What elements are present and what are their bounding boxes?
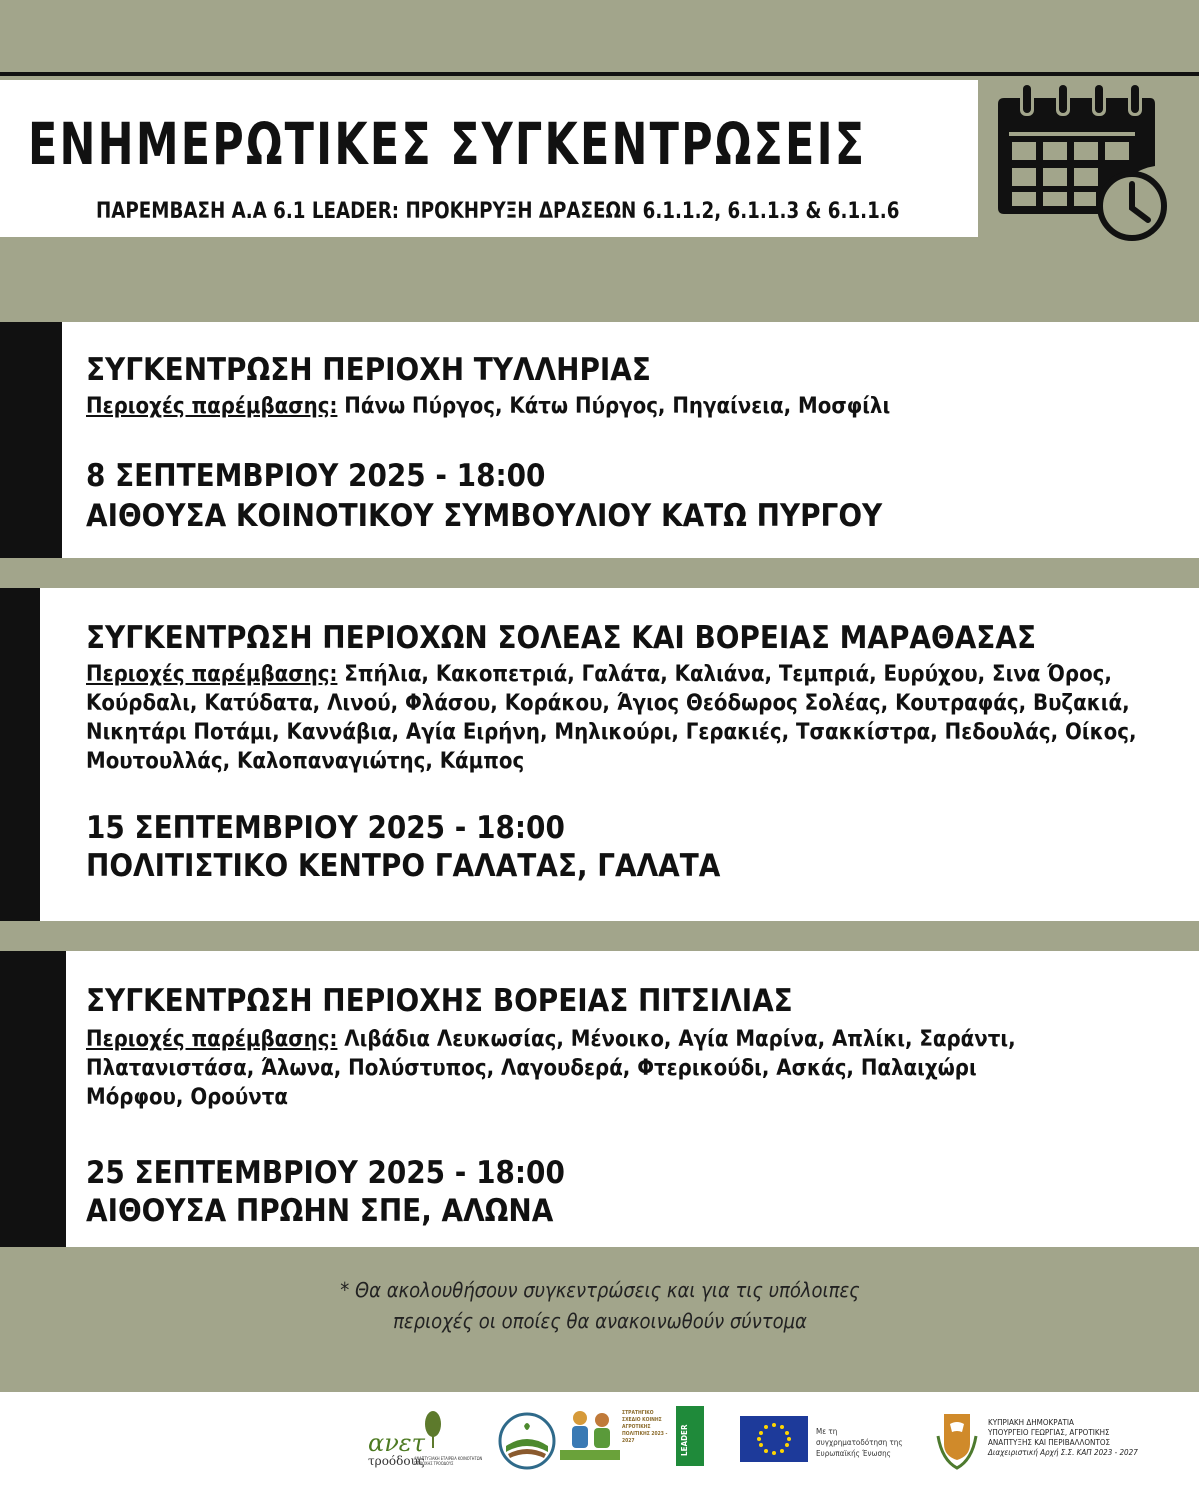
anet-name: ανετ — [368, 1429, 425, 1457]
eu-flag-icon — [740, 1416, 808, 1462]
section-bar — [0, 588, 40, 921]
footnote-line-1: * Θα ακολουθήσουν συγκεντρώσεις και για τις υπόλοιπες — [340, 1278, 860, 1302]
section-date: 15 ΣΕΠΤΕΜΒΡΙΟΥ 2025 - 18:00 — [86, 810, 565, 846]
calendar-clock-icon — [990, 74, 1165, 244]
meeting-section-2 — [0, 588, 1199, 921]
footnote-line-2: περιοχές οι οποίες θα ανακοινωθούν σύντομα — [393, 1309, 807, 1333]
section-bar — [0, 322, 62, 558]
cyprus-emblem-icon — [934, 1410, 980, 1470]
agri-circle-logo — [498, 1412, 556, 1470]
page-title: ΕΝΗΜΕΡΩΤΙΚΕΣ ΣΥΓΚΕΝΤΡΩΣΕΙΣ — [28, 110, 867, 178]
leader-text: LEADER — [680, 1424, 689, 1456]
kap-strategic-plan-logo — [560, 1406, 670, 1476]
section-date: 8 ΣΕΠΤΕΜΒΡΙΟΥ 2025 - 18:00 — [86, 458, 546, 494]
eu-cofunding-text: Με τη συγχρηματοδότηση της Ευρωπαϊκής Ένωσης — [816, 1427, 903, 1458]
section-title: ΣΥΓΚΕΝΤΡΩΣΗ ΠΕΡΙΟΧΗΣ ΒΟΡΕΙΑΣ ΠΙΤΣΙΛΙΑΣ — [86, 983, 793, 1019]
areas-label: Περιοχές παρέμβασης: — [86, 1027, 338, 1052]
section-title: ΣΥΓΚΕΝΤΡΩΣΗ ΠΕΡΙΟΧΗ ΤΥΛΛΗΡΙΑΣ — [86, 352, 651, 388]
cyprus-ministry-text — [988, 1418, 1188, 1458]
anet-city: τροόδους — [368, 1454, 425, 1468]
section-bar — [0, 951, 66, 1247]
footer-logos — [0, 1392, 1199, 1500]
leader-logo — [676, 1406, 704, 1466]
section-venue: ΑΙΘΟΥΣΑ ΠΡΩΗΝ ΣΠΕ, ΑΛΩΝΑ — [86, 1193, 554, 1229]
anet-subtitle: ΑΝΑΠΤΥΞΙΑΚΗ ΕΤΑΙΡΕΙΑ ΚΟΙΝΟΤΗΤΩΝ ΠΕΡΙΟΧΗΣ ΤΡΟΟΔΟΥΣ — [414, 1456, 483, 1466]
anet-troodos-logo — [368, 1410, 498, 1482]
footnote — [190, 1275, 1010, 1337]
kap-text: ΣΤΡΑΤΗΓΙΚΟ ΣΧΕΔΙΟ ΚΟΙΝΗΣ ΑΓΡΟΤΙΚΗΣ ΠΟΛΙΤΙΚΗΣ 2023 - 2027 — [622, 1410, 668, 1444]
meeting-section-1 — [0, 322, 1199, 558]
page-subtitle: ΠΑΡΕΜΒΑΣΗ Α.Α 6.1 LEADER: ΠΡΟΚΗΡΥΞΗ ΔΡΑΣΕΩΝ 6.1.1.2, 6.1.1.3 & 6.1.1.6 — [96, 199, 900, 224]
cy-line-1: ΚΥΠΡΙΑΚΗ ΔΗΜΟΚΡΑΤΙΑ — [988, 1418, 1074, 1427]
section-areas — [86, 392, 1166, 421]
cy-line-4: Διαχειριστική Αρχή Σ.Σ. ΚΑΠ 2023 - 2027 — [988, 1448, 1138, 1457]
areas-list: Πάνω Πύργος, Κάτω Πύργος, Πηγαίνεια, Μοσφίλι — [337, 394, 891, 419]
meeting-section-3 — [0, 951, 1199, 1247]
section-date: 25 ΣΕΠΤΕΜΒΡΙΟΥ 2025 - 18:00 — [86, 1155, 565, 1191]
areas-label: Περιοχές παρέμβασης: — [86, 394, 338, 419]
section-venue: ΠΟΛΙΤΙΣΤΙΚΟ ΚΕΝΤΡΟ ΓΑΛΑΤΑΣ, ΓΑΛΑΤΑ — [86, 848, 721, 884]
areas-label: Περιοχές παρέμβασης: — [86, 662, 338, 687]
cy-line-2: ΥΠΟΥΡΓΕΙΟ ΓΕΩΡΓΙΑΣ, ΑΓΡΟΤΙΚΗΣ — [988, 1428, 1110, 1437]
section-venue: ΑΙΘΟΥΣΑ ΚΟΙΝΟΤΙΚΟΥ ΣΥΜΒΟΥΛΙΟΥ ΚΑΤΩ ΠΥΡΓΟΥ — [86, 498, 883, 534]
section-areas — [86, 660, 1171, 776]
areas-list: Σπήλια, Κακοπετριά, Γαλάτα, Καλιάνα, Τεμπριά, Ευρύχου, Σινα Όρος, Κούρδαλι, Κατύδατα, Λινού, Φλάσου, Κοράκου, Άγιος Θεόδωρος Σολέας, Κουτραφάς, Βυζακιά, Νικητάρι Ποτάμι, Καννάβια, Αγία Ειρήνη, Μηλικούρι, Γερακιές, Τσακκίστρα, Πεδουλάς, Οίκος, Μουτουλλάς, Καλοπαναγιώτης, Κάμπος — [86, 662, 1137, 774]
section-title: ΣΥΓΚΕΝΤΡΩΣΗ ΠΕΡΙΟΧΩΝ ΣΟΛΕΑΣ ΚΑΙ ΒΟΡΕΙΑΣ ΜΑΡΑΘΑΣΑΣ — [86, 620, 1036, 656]
cy-line-3: ΑΝΑΠΤΥΞΗΣ ΚΑΙ ΠΕΡΙΒΑΛΛΟΝΤΟΣ — [988, 1438, 1111, 1447]
areas-list: Λιβάδια Λευκωσίας, Μένοικο, Αγία Μαρίνα, Απλίκι, Σαράντι, Πλατανιστάσα, Άλωνα, Πολύστυπος, Λαγουδερά, Φτερικούδι, Ασκάς, Παλαιχώρι Μόρφου, Ορούντα — [86, 1027, 1016, 1110]
section-areas — [86, 1025, 1046, 1112]
farmers-icon — [560, 1406, 620, 1464]
